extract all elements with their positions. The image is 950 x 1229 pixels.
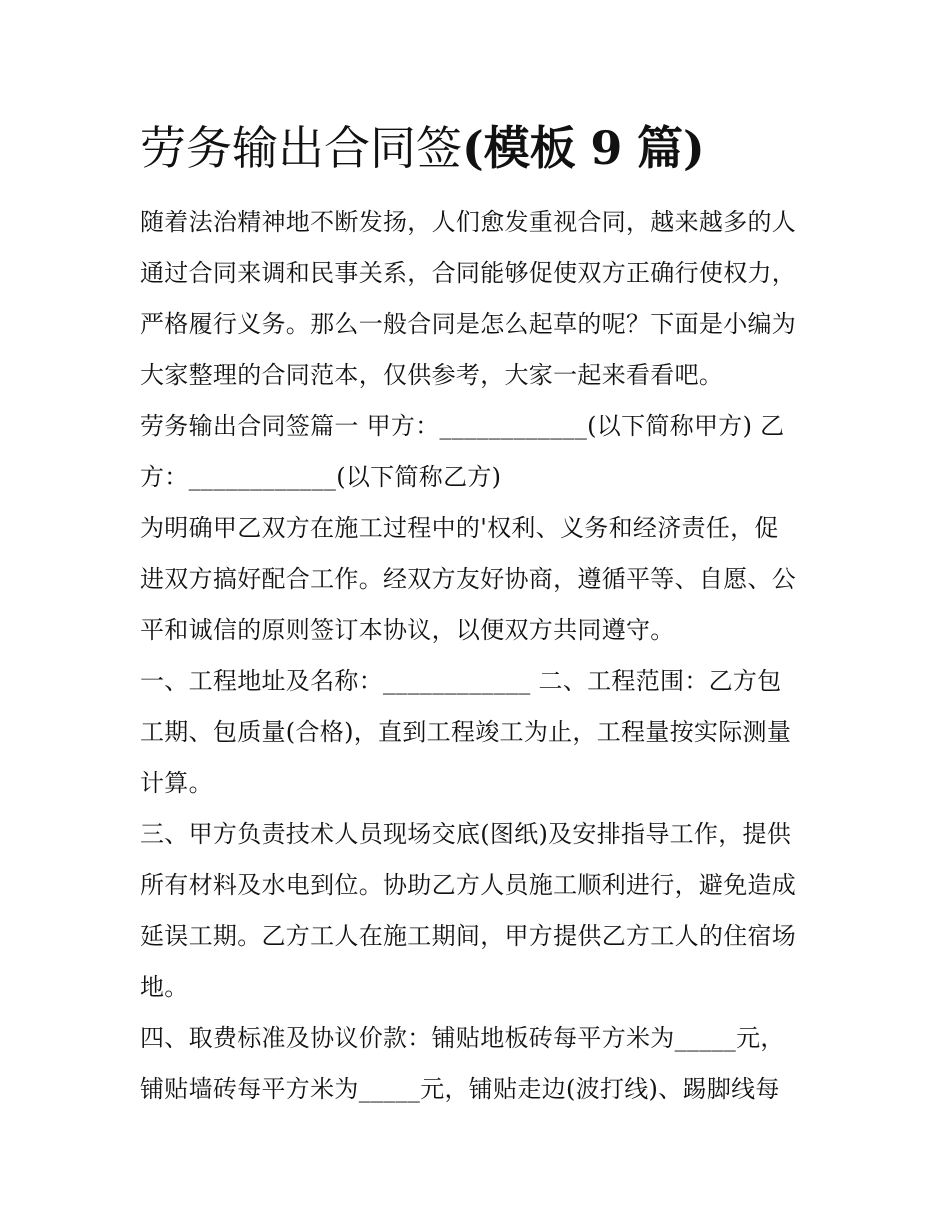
text-line: 大家整理的合同范本，仅供参考，大家一起来看看吧。: [140, 361, 724, 389]
text-line: 三、甲方负责技术人员现场交底(图纸)及安排指导工作，提供: [140, 820, 792, 848]
text-line: 进双方搞好配合工作。经双方友好协商，遵循平等、自愿、公: [140, 565, 797, 593]
text-line: 为明确甲乙双方在施工过程中的'权利、义务和经济责任，促: [140, 514, 779, 542]
text-line: 铺贴墙砖每平方米为_____元，铺贴走边(波打线)、踢脚线每: [140, 1075, 780, 1103]
text-line: 地。: [140, 973, 189, 1001]
text-line: 一、工程地址及名称：____________ 二、工程范围：乙方包: [140, 667, 782, 695]
text-line: 通过合同来调和民事关系，合同能够促使双方正确行使权力，: [140, 259, 797, 287]
text-line: 方：____________(以下简称乙方): [140, 463, 502, 491]
text-line: 随着法治精神地不断发扬，人们愈发重视合同，越来越多的人: [140, 208, 797, 236]
title-end: 篇): [637, 121, 705, 175]
title-number: 9: [590, 121, 623, 175]
text-line: 劳务输出合同签篇一 甲方：____________(以下简称甲方) 乙: [140, 412, 785, 440]
title-main: 劳务输出合同签: [140, 121, 462, 175]
text-line: 四、取费标准及协议价款：铺贴地板砖每平方米为_____元，: [140, 1024, 785, 1052]
text-line: 计算。: [140, 769, 213, 797]
text-line: 工期、包质量(合格)，直到工程竣工为止，工程量按实际测量: [140, 718, 792, 746]
text-line: 所有材料及水电到位。协助乙方人员施工顺利进行，避免造成: [140, 871, 797, 899]
text-line: 平和诚信的原则签订本协议，以便双方共同遵守。: [140, 616, 675, 644]
title-paren: (模板: [462, 121, 576, 175]
document-title: [140, 118, 820, 178]
document-body: [140, 197, 820, 1115]
text-line: 严格履行义务。那么一般合同是怎么起草的呢？下面是小编为: [140, 310, 797, 338]
text-line: 延误工期。乙方工人在施工期间，甲方提供乙方工人的住宿场: [140, 922, 797, 950]
